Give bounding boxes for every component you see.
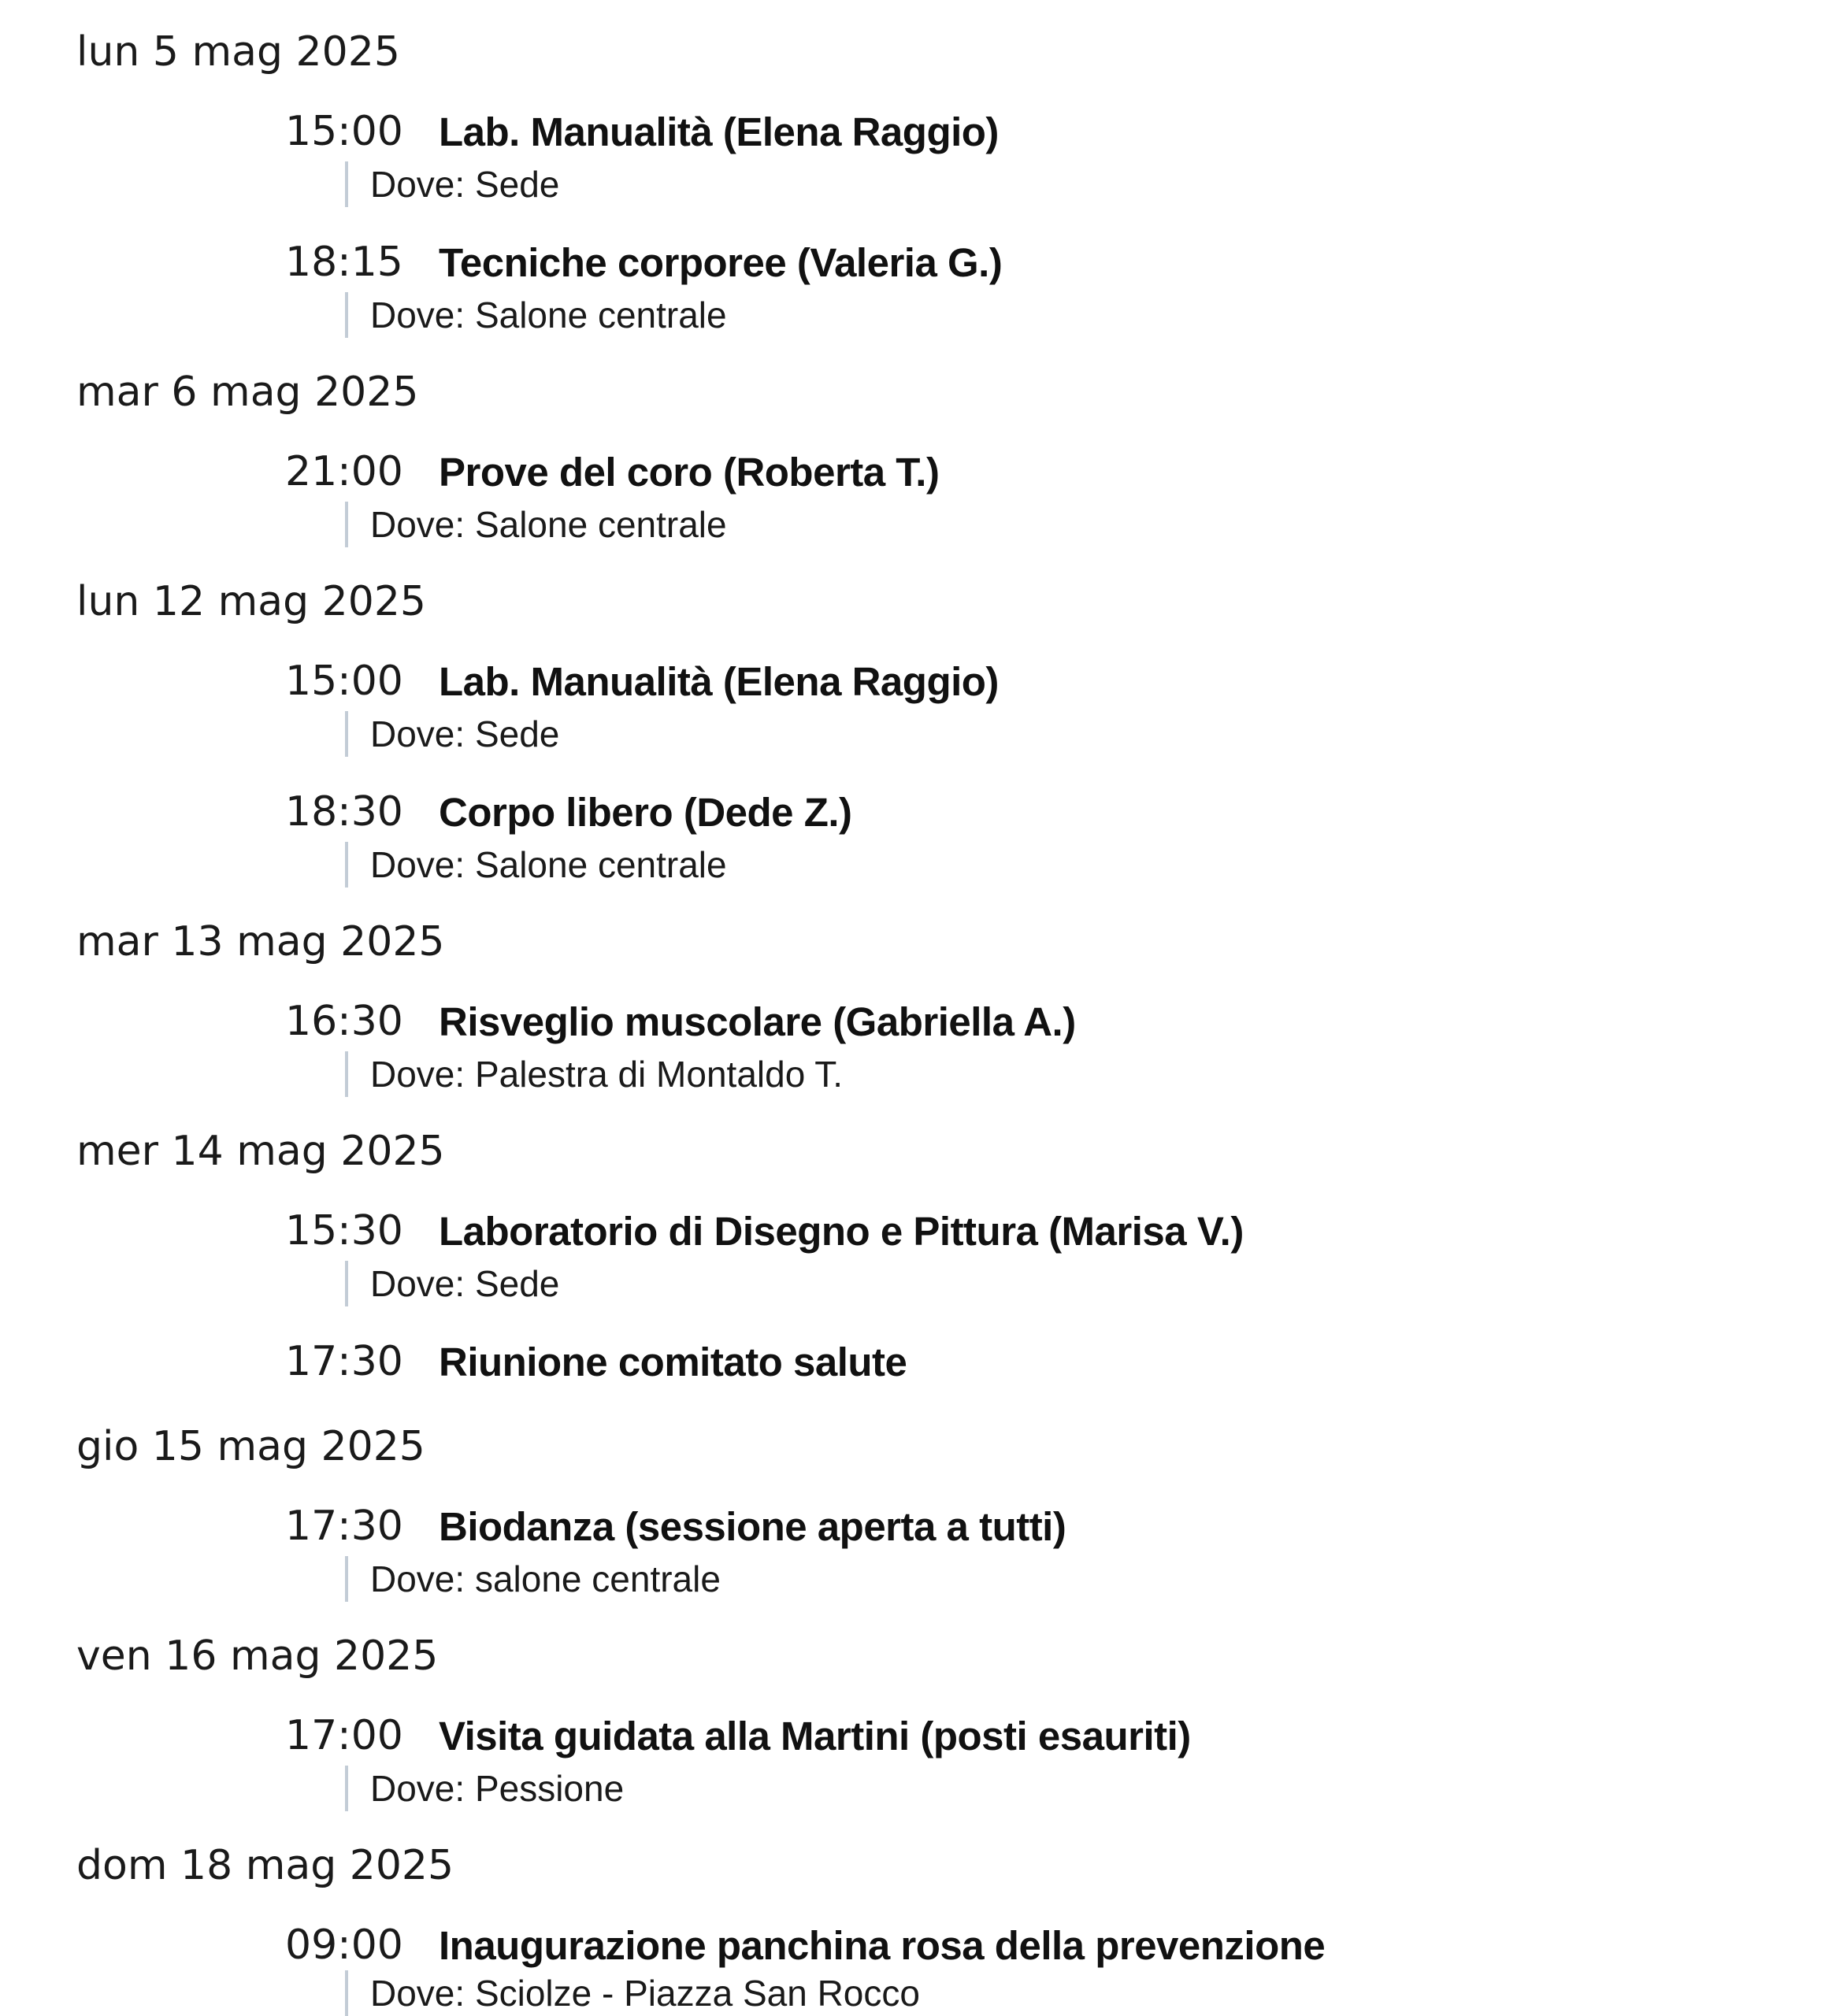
event-location: Dove: Sede bbox=[345, 161, 559, 207]
event-location: Dove: Sede bbox=[345, 711, 559, 757]
event-time: 15:00 bbox=[285, 658, 403, 705]
event-time: 21:00 bbox=[285, 448, 403, 495]
event-time: 18:15 bbox=[285, 239, 403, 286]
day-header: dom 18 mag 2025 bbox=[76, 1842, 454, 1889]
event-time: 17:30 bbox=[285, 1338, 403, 1385]
event-location: Dove: Palestra di Montaldo T. bbox=[345, 1051, 843, 1097]
event-location: Dove: Sede bbox=[345, 1261, 559, 1306]
event-location: Dove: Pessione bbox=[345, 1766, 624, 1811]
day-header: ven 16 mag 2025 bbox=[76, 1632, 439, 1680]
event-time: 15:00 bbox=[285, 108, 403, 155]
event-location: Dove: Salone centrale bbox=[345, 502, 727, 547]
event-location: Dove: Salone centrale bbox=[345, 842, 727, 888]
event-title[interactable]: Visita guidata alla Martini (posti esauriti) bbox=[439, 1714, 1191, 1758]
day-header: lun 5 mag 2025 bbox=[76, 28, 400, 76]
day-header: lun 12 mag 2025 bbox=[76, 578, 426, 625]
event-location: Dove: Sciolze - Piazza San Rocco bbox=[345, 1970, 920, 2016]
day-header: mar 13 mag 2025 bbox=[76, 918, 445, 965]
event-title[interactable]: Tecniche corporee (Valeria G.) bbox=[439, 240, 1003, 285]
event-title[interactable]: Risveglio muscolare (Gabriella A.) bbox=[439, 999, 1076, 1044]
event-time: 09:00 bbox=[285, 1922, 403, 1969]
event-location: Dove: Salone centrale bbox=[345, 292, 727, 338]
event-title[interactable]: Riunione comitato salute bbox=[439, 1340, 907, 1384]
event-title[interactable]: Lab. Manualità (Elena Raggio) bbox=[439, 109, 999, 154]
event-title[interactable]: Inaugurazione panchina rosa della prevenzione bbox=[439, 1923, 1326, 1968]
event-time: 17:00 bbox=[285, 1712, 403, 1759]
event-time: 18:30 bbox=[285, 788, 403, 836]
event-location: Dove: salone centrale bbox=[345, 1556, 721, 1602]
day-header: mer 14 mag 2025 bbox=[76, 1128, 445, 1175]
event-time: 15:30 bbox=[285, 1207, 403, 1254]
day-header: mar 6 mag 2025 bbox=[76, 369, 419, 416]
event-time: 16:30 bbox=[285, 998, 403, 1045]
event-title[interactable]: Corpo libero (Dede Z.) bbox=[439, 790, 852, 835]
event-title[interactable]: Laboratorio di Disegno e Pittura (Marisa V.) bbox=[439, 1209, 1244, 1254]
event-title[interactable]: Biodanza (sessione aperta a tutti) bbox=[439, 1504, 1066, 1549]
day-header: gio 15 mag 2025 bbox=[76, 1423, 425, 1470]
event-title[interactable]: Lab. Manualità (Elena Raggio) bbox=[439, 659, 999, 704]
event-time: 17:30 bbox=[285, 1503, 403, 1550]
event-title[interactable]: Prove del coro (Roberta T.) bbox=[439, 450, 940, 495]
